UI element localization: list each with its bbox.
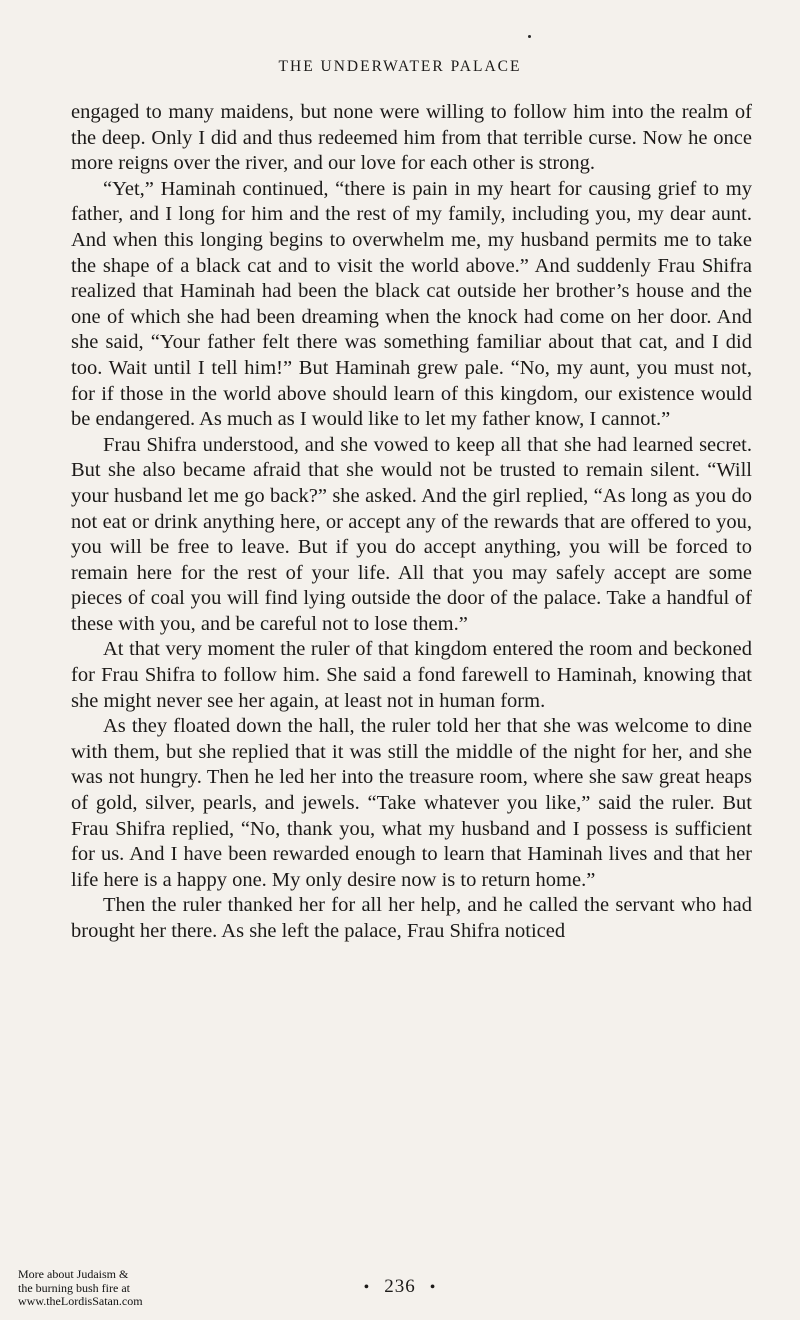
page-number: 236	[384, 1276, 416, 1297]
credit-line: the burning bush fire at	[18, 1280, 130, 1295]
paragraph: As they floated down the hall, the ruler told her that she was welcome to dine with them, but she replied that it was still the middle of the night for her, and she was not hungry. Then he led her into the treasure room, where she saw great heaps of gold, silver, pearls, and jewels. “Take whatever you like,” said the ruler. But Frau Shifra replied, “No, thank you, what my husband and I possess is sufficient for us. And I have been rewarded enough to learn that Haminah lives and that her life here is a happy one. My only desire now is to return home.”	[71, 715, 752, 891]
paragraph: “Yet,” Haminah continued, “there is pain in my heart for causing grief to my father, and I long for him and the rest of my family, including you, my dear aunt. And when this longing begins to overwhelm me, my husband permits me to take the shape of a black cat and to visit the world above.” And suddenly Frau Shifra realized that Haminah had been the black cat outside her brother’s house and the one of which she had been dreaming when the knock had come on her door. And she said, “Your father felt there was something familiar about that cat, and I did too. Wait until I tell him!” But Haminah grew pale. “No, my aunt, you must not, for if those in the world above should learn of this kingdom, our existence would be endangered. As much as I would like to let my father know, I cannot.”	[71, 177, 752, 431]
paragraph: engaged to many maidens, but none were willing to follow him into the realm of the deep. Only I did and thus redeemed him from that terrible curse. Now he once more reigns over the river, and our love for each other is strong.	[71, 101, 752, 175]
credit-note	[18, 1268, 188, 1309]
paragraph: Frau Shifra understood, and she vowed to keep all that she had learned secret. But she also became afraid that she would not be trusted to remain silent. “Will your husband let me go back?” she asked. And the girl replied, “As long as you do not eat or drink anything here, or accept any of the rewards that are offered to you, you will be free to leave. But if you do accept anything, you will be forced to remain here for the rest of your life. All that you may safely accept are some pieces of coal you will find lying outside the door of the palace. Take a handful of these with you, and be careful not to lose them.”	[71, 433, 752, 635]
credit-line: More about Judaism &	[18, 1267, 129, 1281]
folio-dot: •	[363, 1279, 371, 1296]
folio-dot: •	[429, 1279, 437, 1296]
credit-url[interactable]: www.theLordisSatan.com	[18, 1294, 143, 1308]
running-head: THE UNDERWATER PALACE	[278, 58, 522, 75]
print-speck	[528, 35, 531, 38]
paragraph: At that very moment the ruler of that kingdom entered the room and beckoned for Frau Shifra to follow him. She said a fond farewell to Haminah, knowing that she might never see her again, at least not in human form.	[71, 638, 752, 712]
body-text	[71, 100, 752, 945]
paragraph: Then the ruler thanked her for all her help, and he called the servant who had brought her there. As she left the palace, Frau Shifra noticed	[71, 894, 752, 942]
